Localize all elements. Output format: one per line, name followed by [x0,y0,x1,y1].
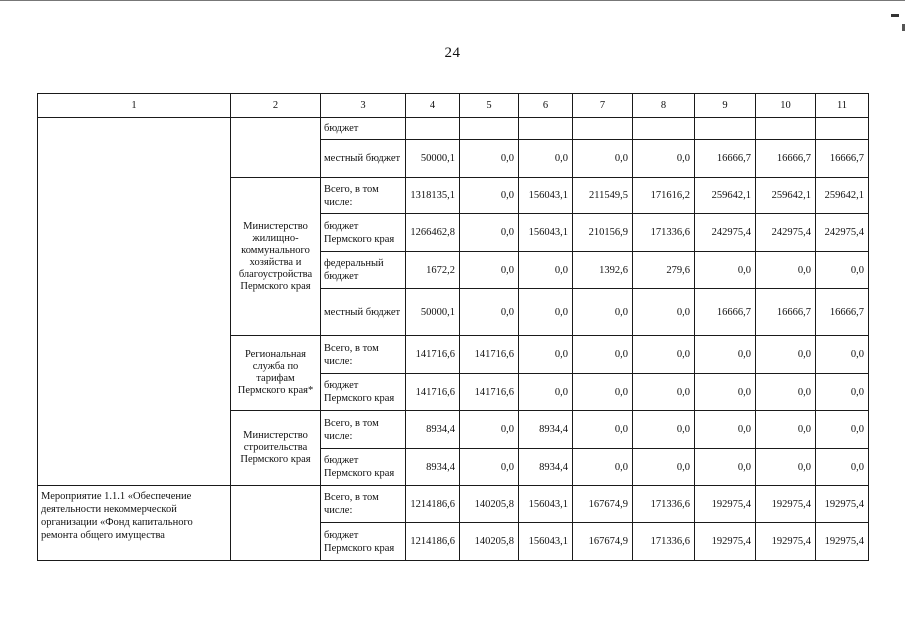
amount-cell: 0,0 [573,411,633,449]
amount-cell: 0,0 [633,449,695,486]
column-header: 7 [573,94,633,118]
amount-cell: 16666,7 [816,289,869,336]
amount-cell: 192975,4 [756,486,816,523]
amount-cell: 0,0 [573,449,633,486]
amount-cell: 156043,1 [519,523,573,561]
funding-source-cell: местный бюджет [321,289,406,336]
funding-source-cell: федеральный бюджет [321,252,406,289]
amount-cell [816,118,869,140]
amount-cell: 156043,1 [519,178,573,214]
amount-cell: 192975,4 [816,486,869,523]
amount-cell: 156043,1 [519,214,573,252]
budget-table [37,93,869,561]
amount-cell: 0,0 [816,449,869,486]
amount-cell: 1266462,8 [406,214,460,252]
column-header: 9 [695,94,756,118]
amount-cell: 0,0 [695,374,756,411]
amount-cell: 259642,1 [695,178,756,214]
amount-cell: 16666,7 [695,140,756,178]
amount-cell: 0,0 [756,374,816,411]
amount-cell: 16666,7 [756,289,816,336]
amount-cell: 0,0 [460,214,519,252]
amount-cell: 8934,4 [406,411,460,449]
amount-cell: 50000,1 [406,140,460,178]
table-row [38,486,869,523]
funding-source-cell: бюджет Пермского края [321,449,406,486]
amount-cell [695,118,756,140]
amount-cell: 0,0 [460,252,519,289]
amount-cell: 192975,4 [695,523,756,561]
amount-cell: 0,0 [573,336,633,374]
amount-cell: 141716,6 [406,336,460,374]
amount-cell: 16666,7 [816,140,869,178]
amount-cell [519,118,573,140]
column-header: 10 [756,94,816,118]
amount-cell: 0,0 [460,178,519,214]
amount-cell: 141716,6 [460,374,519,411]
amount-cell: 192975,4 [695,486,756,523]
amount-cell: 192975,4 [756,523,816,561]
amount-cell: 140205,8 [460,523,519,561]
activity-cell [38,118,231,486]
amount-cell: 0,0 [633,411,695,449]
amount-cell: 0,0 [816,336,869,374]
amount-cell: 16666,7 [695,289,756,336]
amount-cell: 259642,1 [756,178,816,214]
executor-cell: Министерство строительства Пермского края [231,411,321,486]
amount-cell: 0,0 [756,411,816,449]
executor-cell [231,486,321,561]
funding-source-cell: бюджет Пермского края [321,214,406,252]
amount-cell: 0,0 [695,449,756,486]
amount-cell: 0,0 [816,374,869,411]
amount-cell: 0,0 [695,252,756,289]
amount-cell [460,118,519,140]
amount-cell: 0,0 [756,252,816,289]
amount-cell: 0,0 [573,374,633,411]
amount-cell: 279,6 [633,252,695,289]
amount-cell: 242975,4 [695,214,756,252]
amount-cell: 1318135,1 [406,178,460,214]
activity-name-cell: Мероприятие 1.1.1 «Обеспечение деятельности некоммерческой организации «Фонд капитального ремонта общего имущества [38,486,231,561]
column-header: 11 [816,94,869,118]
amount-cell: 0,0 [573,140,633,178]
amount-cell: 171336,6 [633,523,695,561]
column-header: 1 [38,94,231,118]
amount-cell [633,118,695,140]
amount-cell: 167674,9 [573,523,633,561]
amount-cell: 156043,1 [519,486,573,523]
funding-source-cell: Всего, в том числе: [321,411,406,449]
amount-cell: 50000,1 [406,289,460,336]
amount-cell: 171616,2 [633,178,695,214]
funding-source-cell: местный бюджет [321,140,406,178]
amount-cell: 0,0 [633,374,695,411]
funding-source-cell: бюджет Пермского края [321,523,406,561]
amount-cell: 0,0 [460,411,519,449]
amount-cell: 210156,9 [573,214,633,252]
executor-cell [231,118,321,178]
executor-cell: Министерство жилищно-коммунального хозяйства и благоустройства Пермского края [231,178,321,336]
page-top-edge [0,0,905,1]
amount-cell [406,118,460,140]
amount-cell: 1214186,6 [406,486,460,523]
amount-cell: 0,0 [519,252,573,289]
amount-cell: 16666,7 [756,140,816,178]
amount-cell: 8934,4 [519,449,573,486]
scan-mark [891,14,899,17]
amount-cell [756,118,816,140]
amount-cell: 8934,4 [519,411,573,449]
funding-source-cell: бюджет [321,118,406,140]
amount-cell: 1392,6 [573,252,633,289]
amount-cell: 171336,6 [633,214,695,252]
amount-cell: 0,0 [816,411,869,449]
amount-cell: 0,0 [695,336,756,374]
column-header: 2 [231,94,321,118]
executor-cell: Региональная служба по тарифам Пермского края* [231,336,321,411]
column-header: 4 [406,94,460,118]
amount-cell: 1672,2 [406,252,460,289]
amount-cell: 0,0 [460,289,519,336]
amount-cell: 0,0 [756,336,816,374]
amount-cell [573,118,633,140]
amount-cell: 0,0 [573,289,633,336]
funding-source-cell: бюджет Пермского края [321,374,406,411]
amount-cell: 0,0 [695,411,756,449]
amount-cell: 0,0 [519,140,573,178]
table-header-row [38,94,869,118]
amount-cell: 0,0 [816,252,869,289]
column-header: 8 [633,94,695,118]
page-number: 24 [444,45,461,61]
amount-cell: 167674,9 [573,486,633,523]
amount-cell: 259642,1 [816,178,869,214]
column-header: 5 [460,94,519,118]
amount-cell: 0,0 [519,336,573,374]
amount-cell: 0,0 [633,140,695,178]
amount-cell: 0,0 [633,289,695,336]
funding-source-cell: Всего, в том числе: [321,178,406,214]
amount-cell: 242975,4 [756,214,816,252]
table-body [38,94,869,561]
amount-cell: 141716,6 [460,336,519,374]
amount-cell: 0,0 [633,336,695,374]
amount-cell: 211549,5 [573,178,633,214]
amount-cell: 1214186,6 [406,523,460,561]
amount-cell: 0,0 [519,374,573,411]
amount-cell: 140205,8 [460,486,519,523]
table-row [38,118,869,140]
amount-cell: 8934,4 [406,449,460,486]
funding-source-cell: Всего, в том числе: [321,336,406,374]
amount-cell: 0,0 [460,449,519,486]
column-header: 6 [519,94,573,118]
amount-cell: 0,0 [756,449,816,486]
amount-cell: 171336,6 [633,486,695,523]
amount-cell: 242975,4 [816,214,869,252]
funding-source-cell: Всего, в том числе: [321,486,406,523]
amount-cell: 192975,4 [816,523,869,561]
amount-cell: 0,0 [519,289,573,336]
column-header: 3 [321,94,406,118]
amount-cell: 141716,6 [406,374,460,411]
amount-cell: 0,0 [460,140,519,178]
